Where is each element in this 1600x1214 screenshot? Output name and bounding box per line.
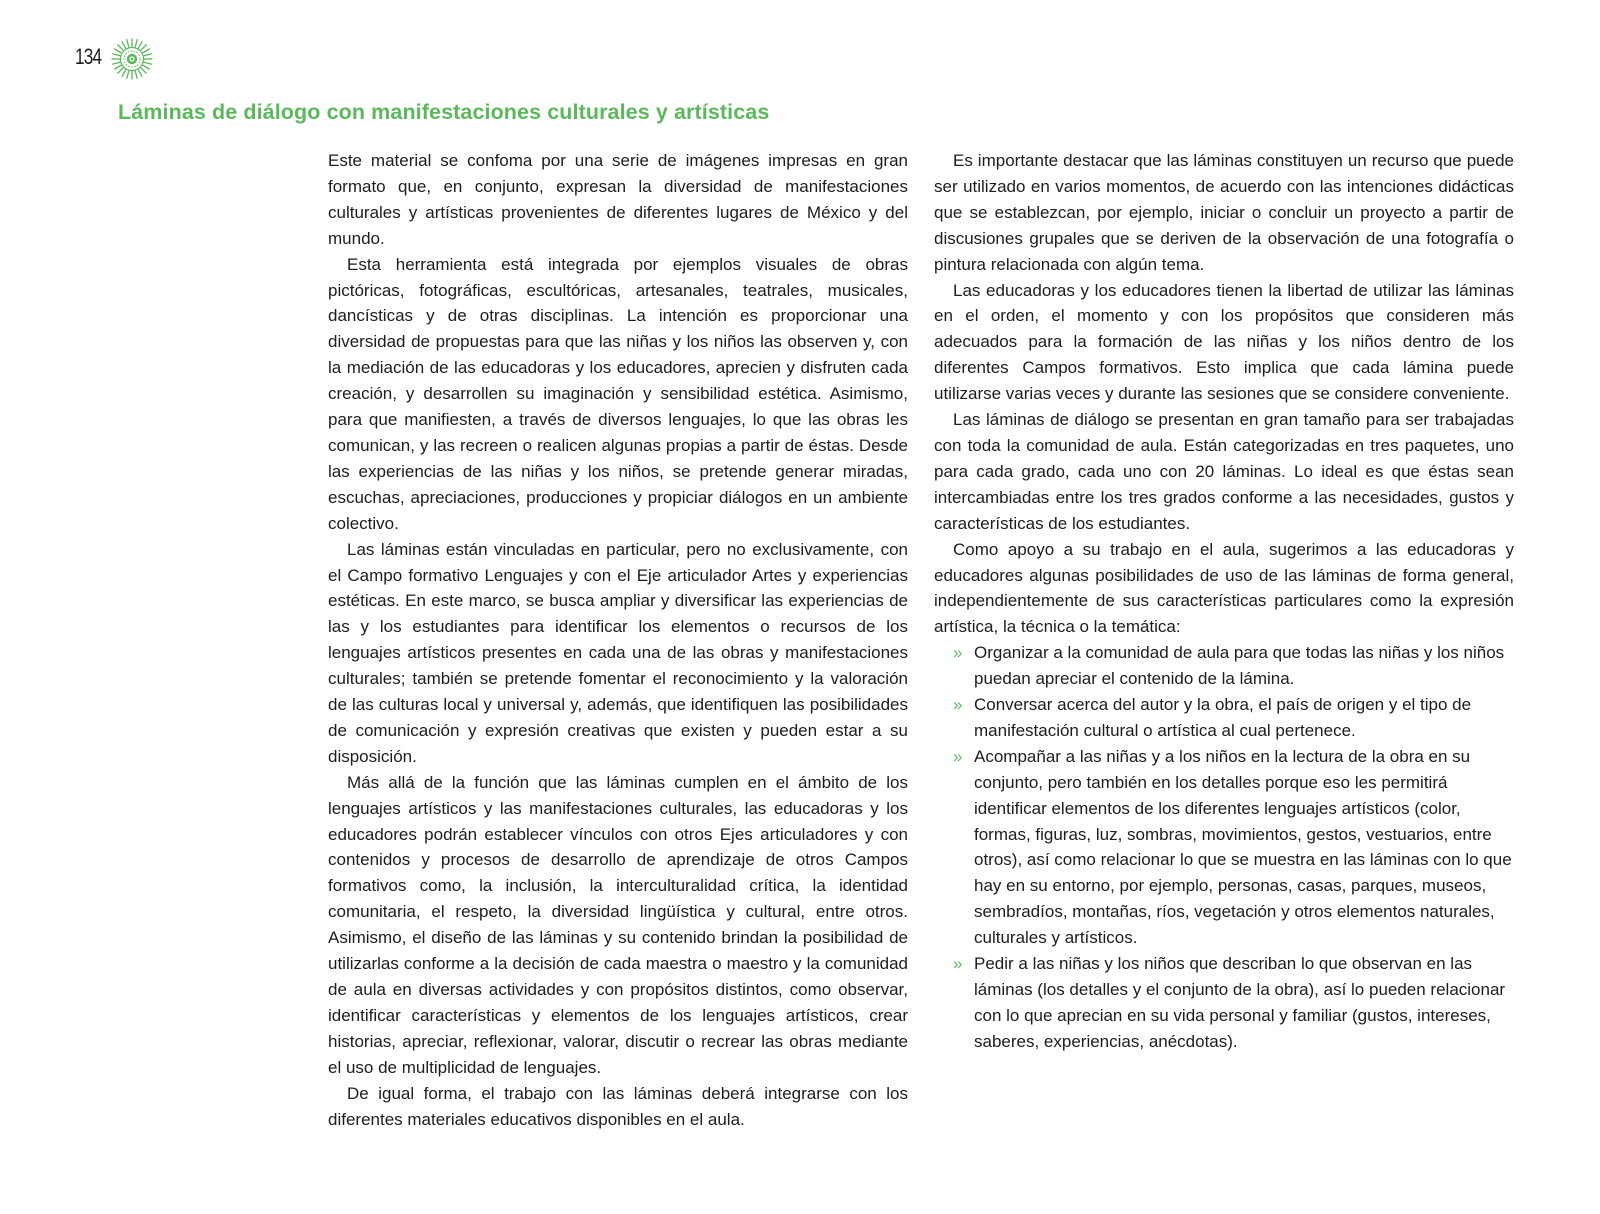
paragraph: Las láminas de diálogo se presentan en gran tamaño para ser trabajadas con toda la comunidad de aula. Están categorizadas en tres paquetes, uno para cada grado, cada uno con 20 láminas. Lo ideal es que éstas sean intercambiadas entre los tres grados conforme a las necesidades, gustos y características de los estudiantes. (934, 410, 1514, 533)
page-number: 134 (75, 44, 102, 69)
list-item (953, 692, 1514, 744)
paragraph: Más allá de la función que las láminas cumplen en el ámbito de los lenguajes artísticos y las manifestaciones culturales, las educadoras y los educadores podrán establecer vínculos con otros Ejes articuladores y con contenidos y procesos de desarrollo de aprendizaje de otros Campos formativos como, la inclusión, la interculturalidad crítica, la identidad comunitaria, el respeto, la diversidad lingüística y cultural, entre otros. Asimismo, el diseño de las láminas y su contenido brindan la posibilidad de utilizarlas conforme a la decisión de cada maestra o maestro y la comunidad de aula en diversas actividades y con propósitos distintos, como observar, identificar características y elementos de los lenguajes artísticos, crear historias, apreciar, reflexionar, valorar, discutir o recrear las obras mediante el uso de multiplicidad de lenguajes. (328, 772, 908, 1077)
green-sun-rosette-icon (111, 38, 153, 80)
left-column (328, 148, 908, 1132)
list-item (953, 951, 1514, 1055)
bullet-chevron-icon: » (953, 695, 963, 715)
right-column (934, 148, 1514, 1055)
bullet-chevron-icon: » (953, 954, 963, 974)
paragraph: Las educadoras y los educadores tienen la libertad de utilizar las láminas en el orden, el momento y con los propósitos que consideren más adecuados para la formación de las niñas y los niños dentro de los diferentes Campos formativos. Esto implica que cada lámina puede utilizarse varias veces y durante las sesiones que se considere conveniente. (934, 280, 1514, 404)
bullet-chevron-icon: » (953, 746, 963, 766)
paragraph: Las láminas están vinculadas en particular, pero no exclusivamente, con el Campo formativo Lenguajes y con el Eje articulador Artes y experiencias estéticas. En este marco, se busca ampliar y diversificar las experiencias de las y los estudiantes para identificar los elementos o recursos de los lenguajes artísticos presentes en cada una de las obras y manifestaciones culturales; también se pretende fomentar el reconocimiento y la valoración de las culturas local y universal y, además, que identifiquen las posibilidades de comunicación y expresión creativas que existen y pueden estar a su disposición. (328, 539, 908, 766)
list-item-text: Acompañar a las niñas y a los niños en la lectura de la obra en su conjunto, pero también en los detalles porque eso les permitirá identificar elementos de los diferentes lenguajes artísticos (color, formas, figuras, luz, sombras, movimientos, gestos, vestuarios, entre otros), así como relacionar lo que se muestra en las láminas con lo que hay en su entorno, por ejemplo, personas, casas, parques, museos, sembradíos, montañas, ríos, vegetación y otros elementos naturales, culturales y artísticos. (974, 746, 1512, 948)
suggestion-list (934, 640, 1514, 1055)
paragraph: Como apoyo a su trabajo en el aula, sugerimos a las educadoras y educadores algunas posibilidades de uso de las láminas de forma general, independientemente de sus características particulares como la expresión artística, la técnica o la temática: (934, 539, 1514, 637)
list-item (953, 640, 1514, 692)
bullet-chevron-icon: » (953, 643, 963, 663)
paragraph: Este material se confoma por una serie de imágenes impresas en gran formato que, en conjunto, expresan la diversidad de manifestaciones culturales y artísticas provenientes de diferentes lugares de México y del mundo. (328, 151, 908, 248)
paragraph: De igual forma, el trabajo con las láminas deberá integrarse con los diferentes materiales educativos disponibles en el aula. (328, 1083, 908, 1129)
section-title: Láminas de diálogo con manifestaciones culturales y artísticas (118, 100, 770, 124)
paragraph: Es importante destacar que las láminas constituyen un recurso que puede ser utilizado en varios momentos, de acuerdo con las intenciones didácticas que se establezcan, por ejemplo, iniciar o concluir un proyecto a partir de discusiones grupales que se deriven de la observación de una fotografía o pintura relacionada con algún tema. (934, 151, 1514, 274)
list-item-text: Conversar acerca del autor y la obra, el país de origen y el tipo de manifestación cultural o artística al cual pertenece. (974, 695, 1472, 740)
paragraph: Esta herramienta está integrada por ejemplos visuales de obras pictóricas, fotográficas, escultóricas, artesanales, teatrales, musicales, dancísticas y de otras disciplinas. La intención es proporcionar una diversidad de propuestas para que las niñas y los niños las observen y, con la mediación de las educadoras y los educadores, aprecien y disfruten cada creación, y desarrollen su imaginación y sensibilidad estética. Asimismo, para que manifiesten, a través de diversos lenguajes, lo que las obras les comunican, y las recreen o realicen algunas propias a partir de éstas. Desde las experiencias de las niñas y los niños, se pretende generar miradas, escuchas, apreciaciones, producciones y propiciar diálogos en un ambiente colectivo. (328, 254, 908, 533)
list-item-text: Pedir a las niñas y los niños que describan lo que observan en las láminas (los detalles y el conjunto de la obra), así lo pueden relacionar con lo que aprecian en su vida personal y familiar (gustos, intereses, saberes, experiencias, anécdotas). (974, 954, 1506, 1051)
list-item-text: Organizar a la comunidad de aula para que todas las niñas y los niños puedan apreciar el contenido de la lámina. (974, 643, 1505, 689)
list-item (953, 744, 1514, 951)
